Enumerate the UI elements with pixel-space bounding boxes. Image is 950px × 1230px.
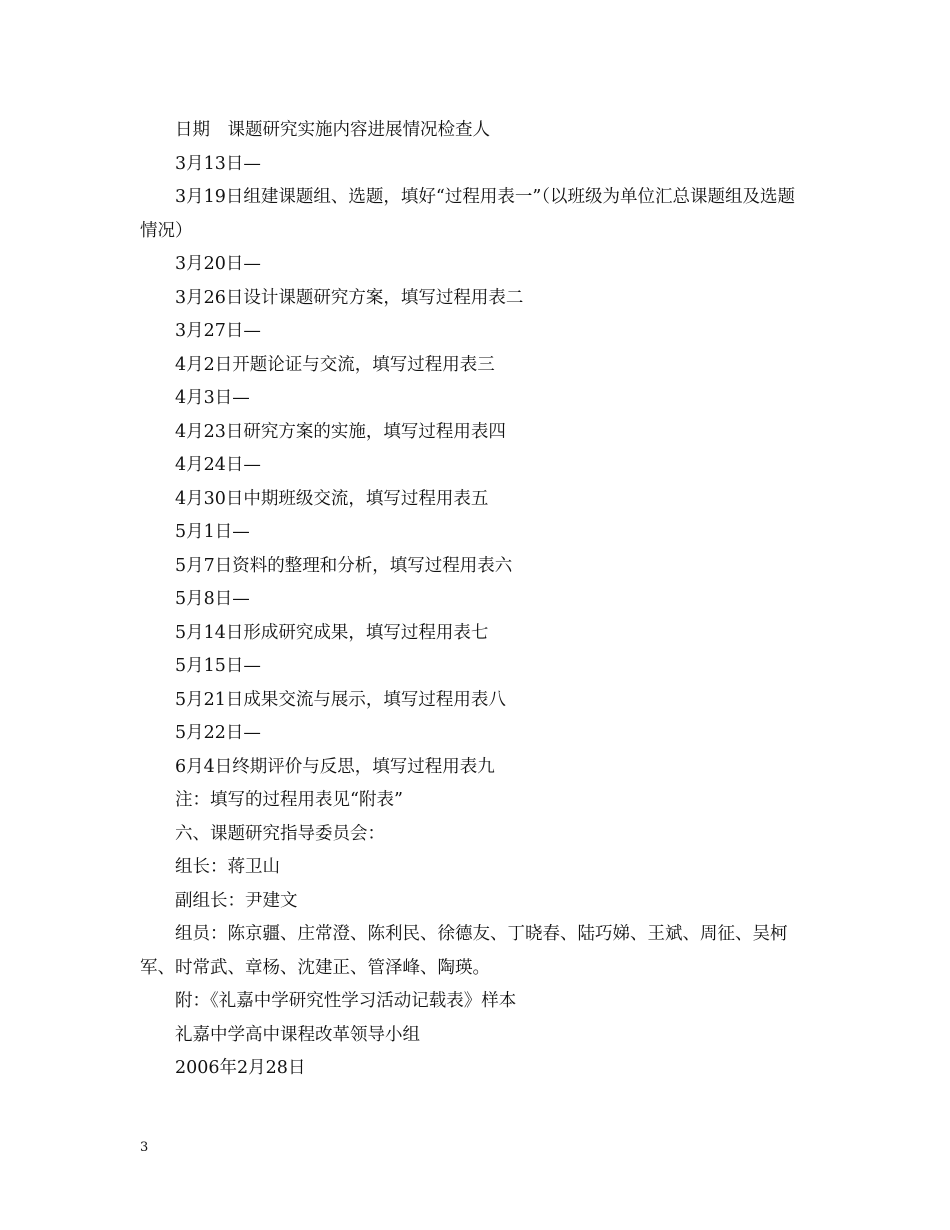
document-body — [140, 114, 812, 1086]
schedule-item: 4月30日中期班级交流，填写过程用表五 — [175, 488, 489, 509]
schedule-item: 4月2日开题论证与交流，填写过程用表三 — [175, 354, 495, 375]
committee-leader: 组长：蒋卫山 — [175, 857, 280, 877]
schedule-date-start: 4月24日— — [175, 455, 261, 475]
schedule-item: 3月19日组建课题组、选题，填好“过程用表一”（以班级为单位汇总课题组及选题情况） — [140, 187, 796, 241]
committee-members: 组员：陈京疆、庄常澄、陈利民、徐德友、丁晓春、陆巧娣、王斌、周征、吴柯军、时常武、章杨、沈建正、管泽峰、陶瑛。 — [140, 924, 788, 978]
section-heading: 六、课题研究指导委员会： — [175, 823, 385, 844]
schedule-date-start: 5月15日— — [175, 656, 261, 676]
schedule-header: 日期 课题研究实施内容进展情况检查人 — [175, 120, 490, 140]
schedule-date-start: 5月1日— — [175, 522, 250, 542]
issuing-organization: 礼嘉中学高中课程改革领导小组 — [175, 1024, 420, 1045]
schedule-item: 5月7日资料的整理和分析，填写过程用表六 — [175, 555, 513, 576]
attachment-note: 附：《礼嘉中学研究性学习活动记载表》样本 — [175, 991, 517, 1011]
schedule-date-start: 3月13日— — [175, 153, 261, 174]
schedule-item: 5月14日形成研究成果，填写过程用表七 — [175, 622, 489, 643]
schedule-item: 3月26日设计课题研究方案，填写过程用表二 — [175, 287, 524, 308]
note-paragraph: 注：填写的过程用表见“附表” — [175, 790, 403, 810]
schedule-date-start: 3月20日— — [175, 254, 261, 274]
schedule-item: 6月4日终期评价与反思，填写过程用表九 — [175, 756, 495, 777]
schedule-date-start: 3月27日— — [175, 321, 261, 341]
schedule-item: 5月21日成果交流与展示，填写过程用表八 — [175, 689, 506, 710]
schedule-date-start: 5月22日— — [175, 723, 261, 743]
committee-deputy-leader: 副组长：尹建文 — [175, 890, 298, 911]
issue-date: 2006年2月28日 — [175, 1058, 306, 1078]
schedule-item: 4月23日研究方案的实施，填写过程用表四 — [175, 421, 506, 442]
schedule-date-start: 4月3日— — [175, 388, 250, 408]
schedule-date-start: 5月8日— — [175, 589, 250, 609]
page-number: 3 — [140, 1140, 149, 1155]
